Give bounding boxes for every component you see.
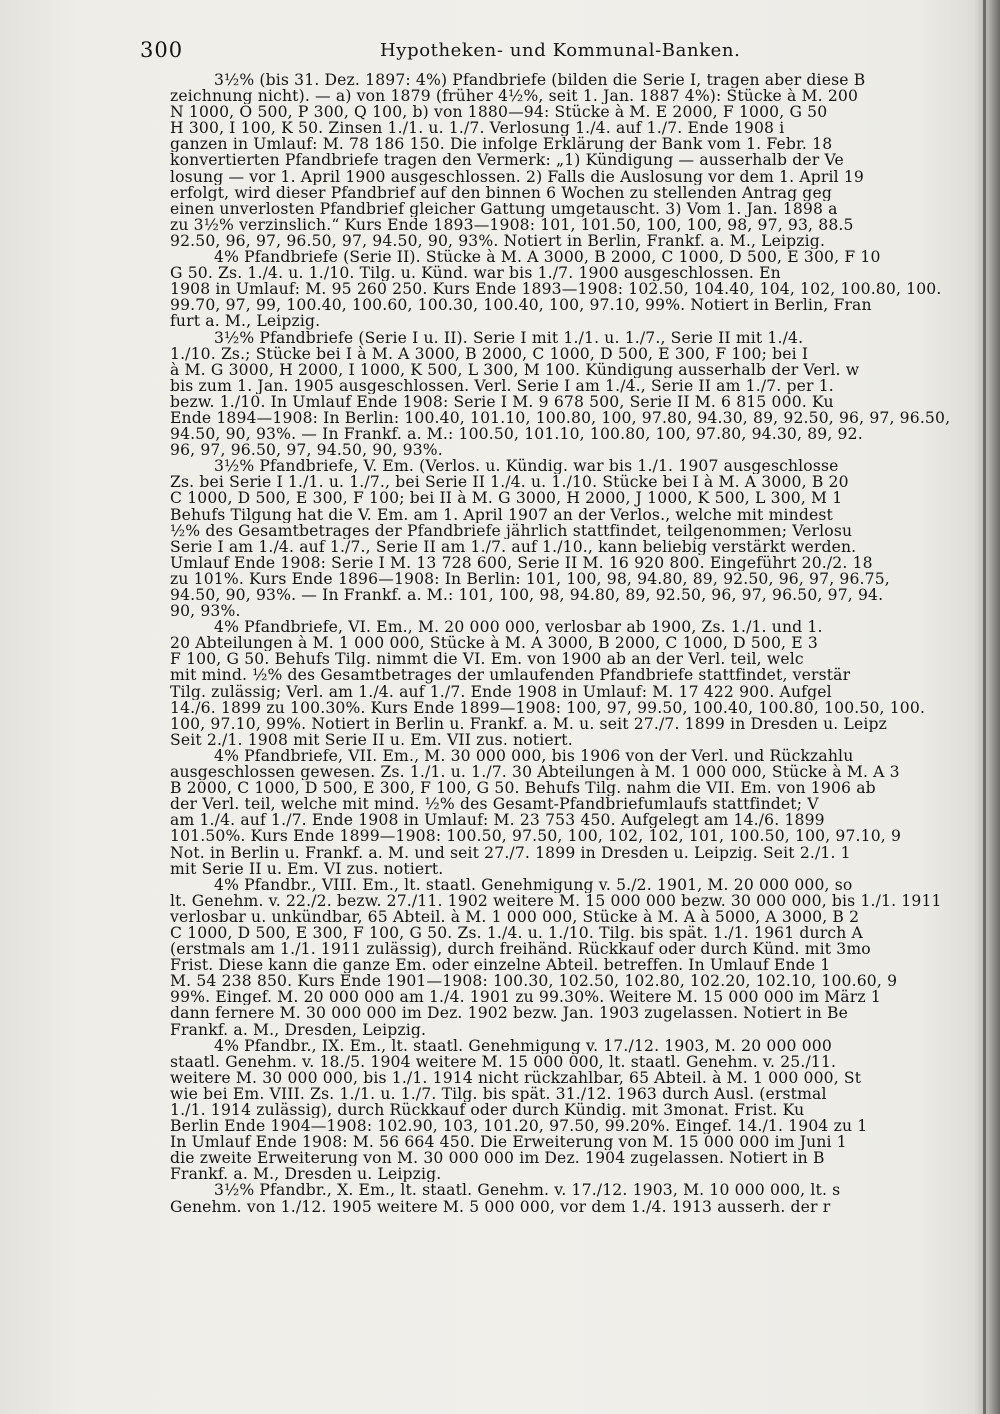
text-line: staatl. Genehm. v. 18./5. 1904 weitere M. 15 000 000, lt. staatl. Genehm. v. 25./11. — [170, 1053, 837, 1070]
text-line: bis zum 1. Jan. 1905 ausgeschlossen. Verl. Serie I am 1./4., Serie II am 1./7. per 1. — [170, 377, 834, 394]
paragraph — [170, 619, 960, 748]
text-line: 4% Pfandbriefe, VI. Em., M. 20 000 000, verlosbar ab 1900, Zs. 1./1. und 1. — [214, 619, 823, 636]
text-line: am 1./4. auf 1./7. Ende 1908 in Umlauf: M. 23 753 450. Aufgelegt am 14./6. 1899 — [170, 812, 825, 829]
paragraph — [170, 249, 960, 329]
paragraph — [170, 458, 960, 619]
paragraph — [170, 1038, 960, 1183]
text-line: Seit 2./1. 1908 mit Serie II u. Em. VII zus. notiert. — [170, 731, 573, 748]
text-line: Berlin Ende 1904—1908: 102.90, 103, 101.20, 97.50, 99.20%. Eingef. 14./1. 1904 zu 1 — [170, 1118, 868, 1135]
text-line: erfolgt, wird dieser Pfandbrief auf den binnen 6 Wochen zu stellenden Antrag geg — [170, 184, 832, 201]
text-line: 3½% Pfandbr., X. Em., lt. staatl. Genehm. v. 17./12. 1903, M. 10 000 000, lt. s — [214, 1182, 841, 1199]
page-number: 300 — [140, 38, 184, 62]
text-line: G 50. Zs. 1./4. u. 1./10. Tilg. u. Künd. war bis 1./7. 1900 ausgeschlossen. En — [170, 265, 781, 282]
text-line: konvertierten Pfandbriefe tragen den Vermerk: „1) Kündigung — ausserhalb der Ve — [170, 152, 844, 169]
text-line: 4% Pfandbriefe (Serie II). Stücke à M. A 3000, B 2000, C 1000, D 500, E 300, F 10 — [214, 249, 881, 266]
paragraph — [170, 1182, 960, 1214]
text-line: Frist. Diese kann die ganze Em. oder einzelne Abteil. betreffen. In Umlauf Ende 1 — [170, 957, 831, 974]
text-line: Frankf. a. M., Dresden, Leipzig. — [170, 1021, 427, 1038]
text-line: C 1000, D 500, E 300, F 100; bei II à M. G 3000, H 2000, J 1000, K 500, L 300, M 1 — [170, 490, 843, 507]
text-line: 99.70, 97, 99, 100.40, 100.60, 100.30, 100.40, 100, 97.10, 99%. Notiert in Berlin, Fran — [170, 297, 872, 314]
text-line: wie bei Em. VIII. Zs. 1./1. u. 1./7. Tilg. bis spät. 31./12. 1963 durch Ausl. (erstmal — [170, 1085, 827, 1102]
body-text — [170, 72, 960, 1402]
text-line: verlosbar u. unkündbar, 65 Abteil. à M. 1 000 000, Stücke à M. A à 5000, A 3000, B 2 — [170, 908, 860, 925]
text-line: 3½% Pfandbriefe, V. Em. (Verlos. u. Kündig. war bis 1./1. 1907 ausgeschlosse — [214, 458, 839, 475]
text-line: 20 Abteilungen à M. 1 000 000, Stücke à M. A 3000, B 2000, C 1000, D 500, E 3 — [170, 635, 818, 652]
text-line: losung — vor 1. April 1900 ausgeschlossen. 2) Falls die Auslosung vor dem 1. April 19 — [170, 168, 865, 185]
text-line: zeichnung nicht). — a) von 1879 (früher 4½%, seit 1. Jan. 1887 4%): Stücke à M. 200 — [170, 88, 859, 105]
text-line: 99%. Eingef. M. 20 000 000 am 1./4. 1901 zu 99.30%. Weitere M. 15 000 000 im März 1 — [170, 989, 881, 1006]
text-line: Serie I am 1./4. auf 1./7., Serie II am 1./7. auf 1./10., kann beliebig verstärkt werden. — [170, 538, 857, 555]
text-line: 92.50, 96, 97, 96.50, 97, 94.50, 90, 93%. Notiert in Berlin, Frankf. a. M., Leipzig. — [170, 232, 826, 250]
text-line: Frankf. a. M., Dresden u. Leipzig. — [170, 1166, 442, 1183]
text-line: 1908 in Umlauf: M. 95 260 250. Kurs Ende 1893—1908: 102.50, 104.40, 104, 102, 100.80, 100. — [170, 281, 942, 298]
text-line: 90, 93%. — [170, 603, 241, 620]
text-line: dann fernere M. 30 000 000 im Dez. 1902 bezw. Jan. 1903 zugelassen. Notiert in Be — [170, 1005, 848, 1022]
text-line: 1./1. 1914 zulässig), durch Rückkauf oder durch Kündig. mit 3monat. Frist. Ku — [170, 1102, 805, 1119]
text-line: à M. G 3000, H 2000, I 1000, K 500, L 300, M 100. Kündigung ausserhalb der Verl. w — [170, 361, 860, 378]
text-line: Ende 1894—1908: In Berlin: 100.40, 101.10, 100.80, 100, 97.80, 94.30, 89, 92.50, 96, 97, 96.50, — [170, 409, 951, 427]
text-line: Behufs Tilgung hat die V. Em. am 1. April 1907 an der Verlos., welche mit mindest — [170, 506, 833, 523]
text-line: F 100, G 50. Behufs Tilg. nimmt die VI. Em. von 1900 ab an der Verl. teil, welc — [170, 651, 804, 668]
text-line: B 2000, C 1000, D 500, E 300, F 100, G 50. Behufs Tilg. nahm die VII. Em. von 1906 ab — [170, 780, 876, 797]
text-line: bezw. 1./10. In Umlauf Ende 1908: Serie I M. 9 678 500, Serie II M. 6 815 000. Ku — [170, 393, 834, 410]
text-line: Tilg. zulässig; Verl. am 1./4. auf 1./7. Ende 1908 in Umlauf: M. 17 422 900. Aufgel — [170, 683, 832, 700]
text-line: Genehm. von 1./12. 1905 weitere M. 5 000 000, vor dem 1./4. 1913 ausserh. der r — [170, 1198, 831, 1215]
text-line: 3½% (bis 31. Dez. 1897: 4%) Pfandbriefe (bilden die Serie I, tragen aber diese B — [214, 72, 866, 89]
text-line: 100, 97.10, 99%. Notiert in Berlin u. Frankf. a. M. u. seit 27./7. 1899 in Dresden u. Leipz — [170, 715, 888, 732]
text-line: zu 101%. Kurs Ende 1896—1908: In Berlin: 101, 100, 98, 94.80, 89, 92.50, 96, 97, 96.75, — [170, 570, 890, 587]
text-line: 94.50, 90, 93%. — In Frankf. a. M.: 101, 100, 98, 94.80, 89, 92.50, 96, 97, 96.50, 97, 94. — [170, 587, 884, 604]
paragraph — [170, 877, 960, 1038]
text-line: M. 54 238 850. Kurs Ende 1901—1908: 100.30, 102.50, 102.80, 102.20, 102.10, 100.60, 9 — [170, 973, 898, 990]
text-line: Umlauf Ende 1908: Serie I M. 13 728 600, Serie II M. 16 920 800. Eingeführt 20./2. 18 — [170, 554, 873, 571]
text-line: 94.50, 90, 93%. — In Frankf. a. M.: 100.50, 101.10, 100.80, 100, 97.80, 94.30, 89, 92. — [170, 426, 863, 443]
text-line: N 1000, O 500, P 300, Q 100, b) von 1880—94: Stücke à M. E 2000, F 1000, G 50 — [170, 104, 828, 121]
text-line: 1./10. Zs.; Stücke bei I à M. A 3000, B 2000, C 1000, D 500, E 300, F 100; bei I — [170, 345, 809, 362]
text-line: weitere M. 30 000 000, bis 1./1. 1914 nicht rückzahlbar, 65 Abteil. à M. 1 000 000, St — [170, 1069, 862, 1086]
text-line: 14./6. 1899 zu 100.30%. Kurs Ende 1899—1908: 100, 97, 99.50, 100.40, 100.80, 100.50, 100. — [170, 699, 926, 716]
text-line: ganzen in Umlauf: M. 78 186 150. Die infolge Erklärung der Bank vom 1. Febr. 18 — [170, 136, 833, 153]
text-line: furt a. M., Leipzig. — [170, 313, 321, 330]
text-line: 3½% Pfandbriefe (Serie I u. II). Serie I mit 1./1. u. 1./7., Serie II mit 1./4. — [214, 329, 804, 346]
text-line: Not. in Berlin u. Frankf. a. M. und seit 27./7. 1899 in Dresden u. Leipzig. Seit 2./1. 1 — [170, 844, 851, 861]
text-line: 96, 97, 96.50, 97, 94.50, 90, 93%. — [170, 442, 443, 459]
text-line: die zweite Erweiterung von M. 30 000 000 im Dez. 1904 zugelassen. Notiert in B — [170, 1150, 825, 1167]
text-line: 4% Pfandbriefe, VII. Em., M. 30 000 000, bis 1906 von der Verl. und Rückzahlu — [214, 747, 854, 765]
text-line: C 1000, D 500, E 300, F 100, G 50. Zs. 1./4. u. 1./10. Tilg. bis spät. 1./1. 1961 durch A — [170, 924, 863, 942]
text-line: lt. Genehm. v. 22./2. bezw. 27./11. 1902 weitere M. 15 000 000 bezw. 30 000 000, bis 1./1. 1911 — [170, 892, 942, 909]
text-line: 101.50%. Kurs Ende 1899—1908: 100.50, 97.50, 100, 102, 102, 101, 100.50, 100, 97.10, 9 — [170, 828, 902, 845]
running-head: Hypotheken- und Kommunal-Banken. — [380, 40, 741, 61]
text-line: der Verl. teil, welche mit mind. ½% des Gesamt-Pfandbriefumlaufs stattfindet; V — [170, 796, 819, 813]
binding-rule — [983, 0, 986, 1414]
text-line: ausgeschlossen gewesen. Zs. 1./1. u. 1./7. 30 Abteilungen à M. 1 000 000, Stücke à M. A 3 — [170, 764, 900, 781]
text-line: H 300, I 100, K 50. Zinsen 1./1. u. 1./7. Verlosung 1./4. auf 1./7. Ende 1908 i — [170, 120, 785, 137]
text-line: In Umlauf Ende 1908: M. 56 664 450. Die Erweiterung von M. 15 000 000 im Juni 1 — [170, 1134, 847, 1151]
paragraph — [170, 72, 960, 249]
text-line: 4% Pfandbr., VIII. Em., lt. staatl. Genehmigung v. 5./2. 1901, M. 20 000 000, so — [214, 876, 853, 893]
paragraph — [170, 748, 960, 877]
text-line: (erstmals am 1./1. 1911 zulässig), durch freihänd. Rückkauf oder durch Künd. mit 3mo — [170, 941, 871, 958]
page-edge-shadow — [974, 0, 1000, 1414]
text-line: zu 3½% verzinslich.“ Kurs Ende 1893—1908: 101, 101.50, 100, 100, 98, 97, 93, 88.5 — [170, 216, 854, 233]
text-line: mit Serie II u. Em. VI zus. notiert. — [170, 860, 444, 877]
text-line: einen unverlosten Pfandbrief gleicher Gattung umgetauscht. 3) Vom 1. Jan. 1898 a — [170, 200, 838, 217]
paragraph — [170, 330, 960, 459]
text-line: 4% Pfandbr., IX. Em., lt. staatl. Genehmigung v. 17./12. 1903, M. 20 000 000 — [214, 1037, 832, 1054]
page-header — [140, 38, 960, 66]
text-line: ½% des Gesamtbetrages der Pfandbriefe jährlich stattfindet, teilgenommen; Verlosu — [170, 522, 853, 539]
text-line: mit mind. ½% des Gesamtbetrages der umlaufenden Pfandbriefe stattfindet, verstär — [170, 667, 851, 684]
text-line: Zs. bei Serie I 1./1. u. 1./7., bei Serie II 1./4. u. 1./10. Stücke bei I à M. A 3000, B 20 — [170, 474, 849, 491]
